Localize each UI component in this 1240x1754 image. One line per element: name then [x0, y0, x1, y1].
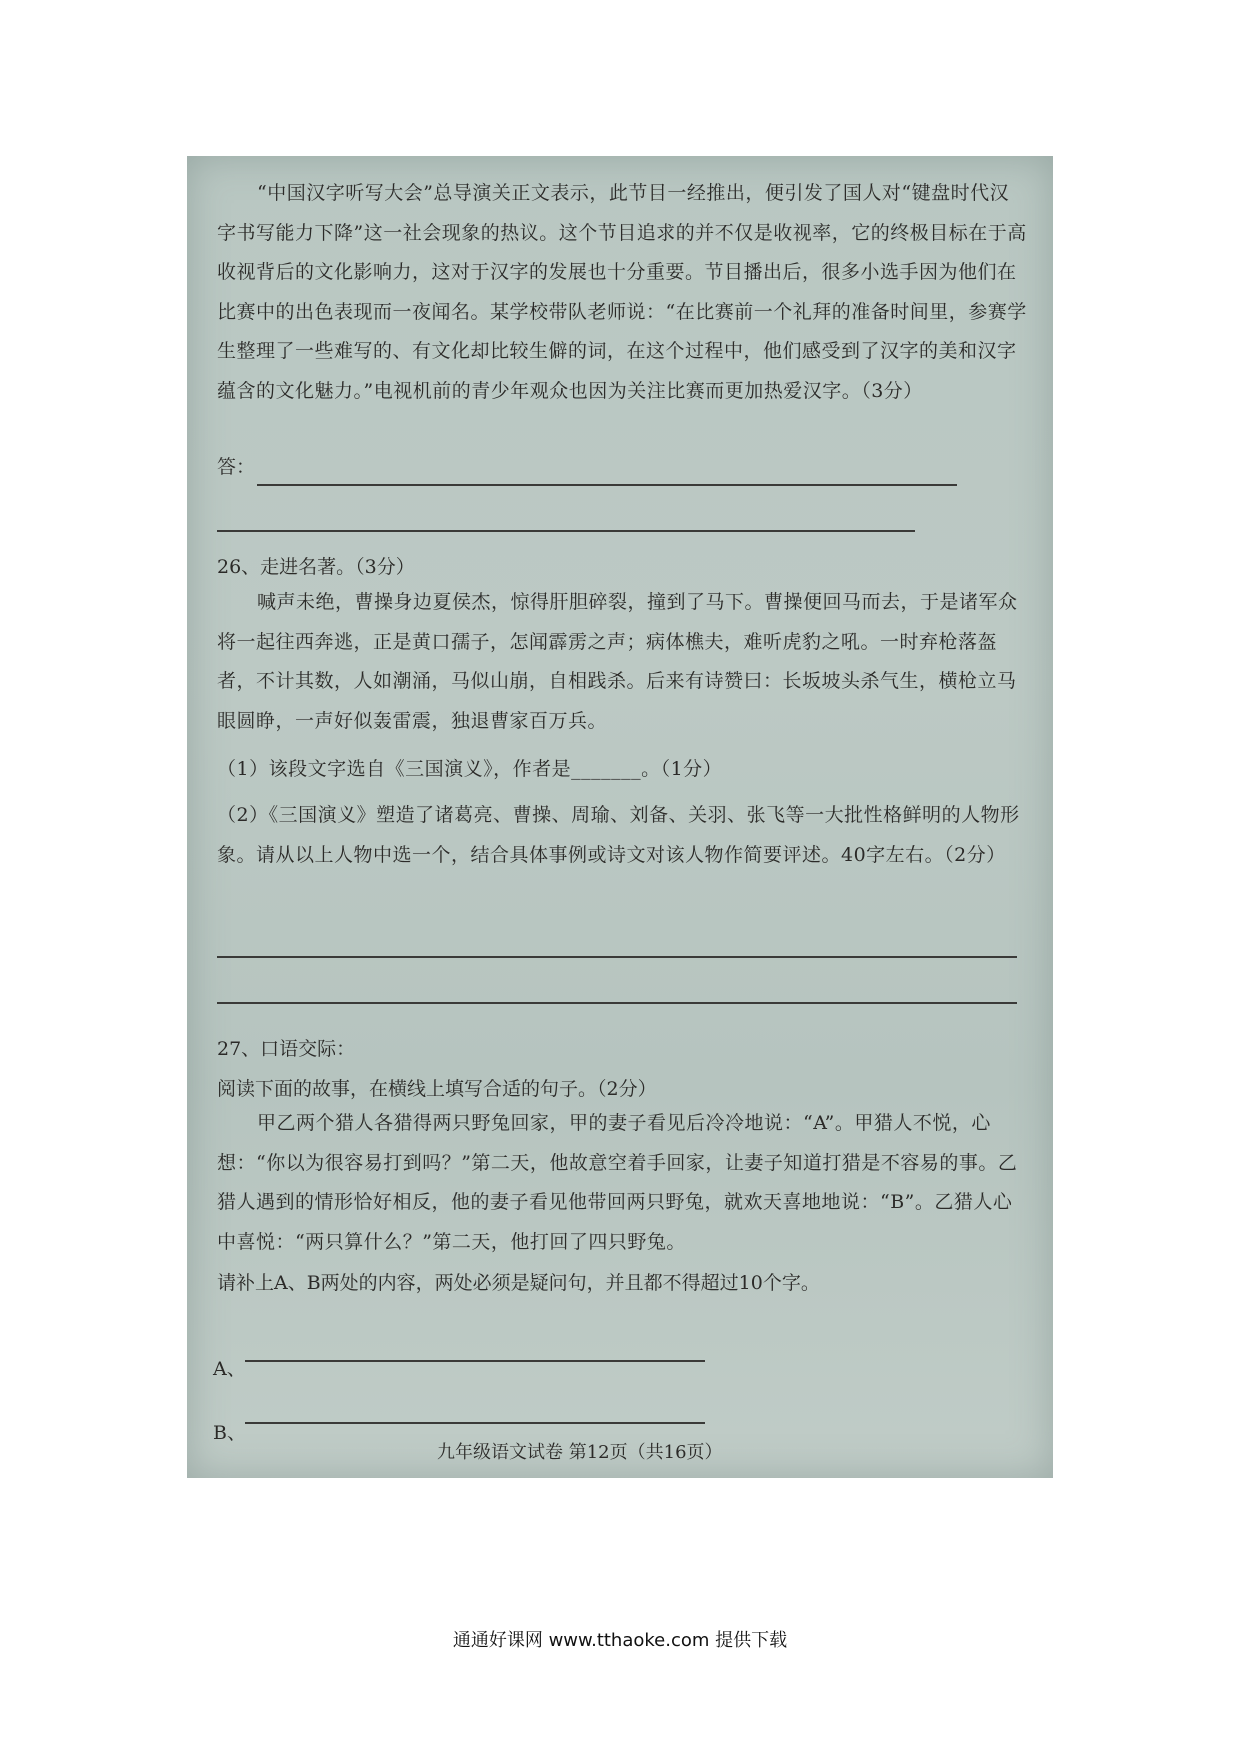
- q27-title: 27、口语交际：: [217, 1038, 356, 1060]
- answer-line-b: [245, 1422, 705, 1424]
- answer-line-2: [217, 530, 915, 532]
- q26-passage: 喊声未绝，曹操身边夏侯杰，惊得肝胆碎裂，撞到了马下。曹操便回马而去，于是诸军众将一起往西奔逃，正是黄口孺子，怎闻霹雳之声；病体樵夫，难听虎豹之吼。一时弃枪落盔者，不计其数，人如潮涌，马似山崩，自相践杀。后来有诗赞曰：长坂坡头杀气生，横枪立马眼圆睁，一声好似轰雷震，独退曹家百万兵。: [217, 591, 1018, 732]
- answer-label: 答：: [217, 456, 256, 478]
- download-footer: 通通好课网 www.tthaoke.com 提供下载: [452, 1630, 788, 1651]
- answer-line-3: [217, 956, 1017, 958]
- exam-page-footer: 九年级语文试卷 第12页（共16页）: [437, 1442, 723, 1463]
- q26-title: 26、走进名著。（3分）: [217, 556, 415, 578]
- answer-line-4: [217, 1002, 1017, 1004]
- passage-1: “中国汉字听写大会”总导演关正文表示，此节目一经推出，便引发了国人对“键盘时代汉字书写能力下降”这一社会现象的热议。这个节目追求的并不仅是收视率，它的终极目标在于高收视背后的文化影响力，这对于汉字的发展也十分重要。节目播出后，很多小选手因为他们在比赛中的出色表现而一夜闻名。某学校带队老师说：“在比赛前一个礼拜的准备时间里，参赛学生整理了一些难写的、有文化却比较生僻的词，在这个过程中，他们感受到了汉字的美和汉字蕴含的文化魅力。”电视机前的青少年观众也因为关注比赛而更加热爱汉字。（3分）: [217, 182, 1027, 402]
- answer-line-1: [257, 484, 957, 486]
- exam-page-photo: [187, 156, 1053, 1478]
- q27-instruction: 阅读下面的故事，在横线上填写合适的句子。（2分）: [217, 1078, 657, 1100]
- label-b: B、: [213, 1422, 246, 1444]
- q27-story: 甲乙两个猎人各猎得两只野兔回家，甲的妻子看见后冷冷地说：“A”。甲猎人不悦，心想：“你以为很容易打到吗？”第二天，他故意空着手回家，让妻子知道打猎是不容易的事。乙猎人遇到的情形恰好相反，他的妻子看见他带回两只野兔，就欢天喜地地说：“B”。乙猎人心中喜悦：“两只算什么？”第二天，他打回了四只野兔。: [217, 1112, 1018, 1253]
- label-a: A、: [213, 1358, 246, 1380]
- answer-line-a: [245, 1360, 705, 1362]
- q26-sub2: （2）《三国演义》塑造了诸葛亮、曹操、周瑜、刘备、关羽、张飞等一大批性格鲜明的人物形象。请从以上人物中选一个，结合具体事例或诗文对该人物作简要评述。40字左右。（2分）: [217, 804, 1020, 866]
- q26-sub1: （1）该段文字选自《三国演义》，作者是_______。（1分）: [217, 758, 723, 780]
- q27-requirement: 请补上A、B两处的内容，两处必须是疑问句，并且都不得超过10个字。: [217, 1272, 820, 1294]
